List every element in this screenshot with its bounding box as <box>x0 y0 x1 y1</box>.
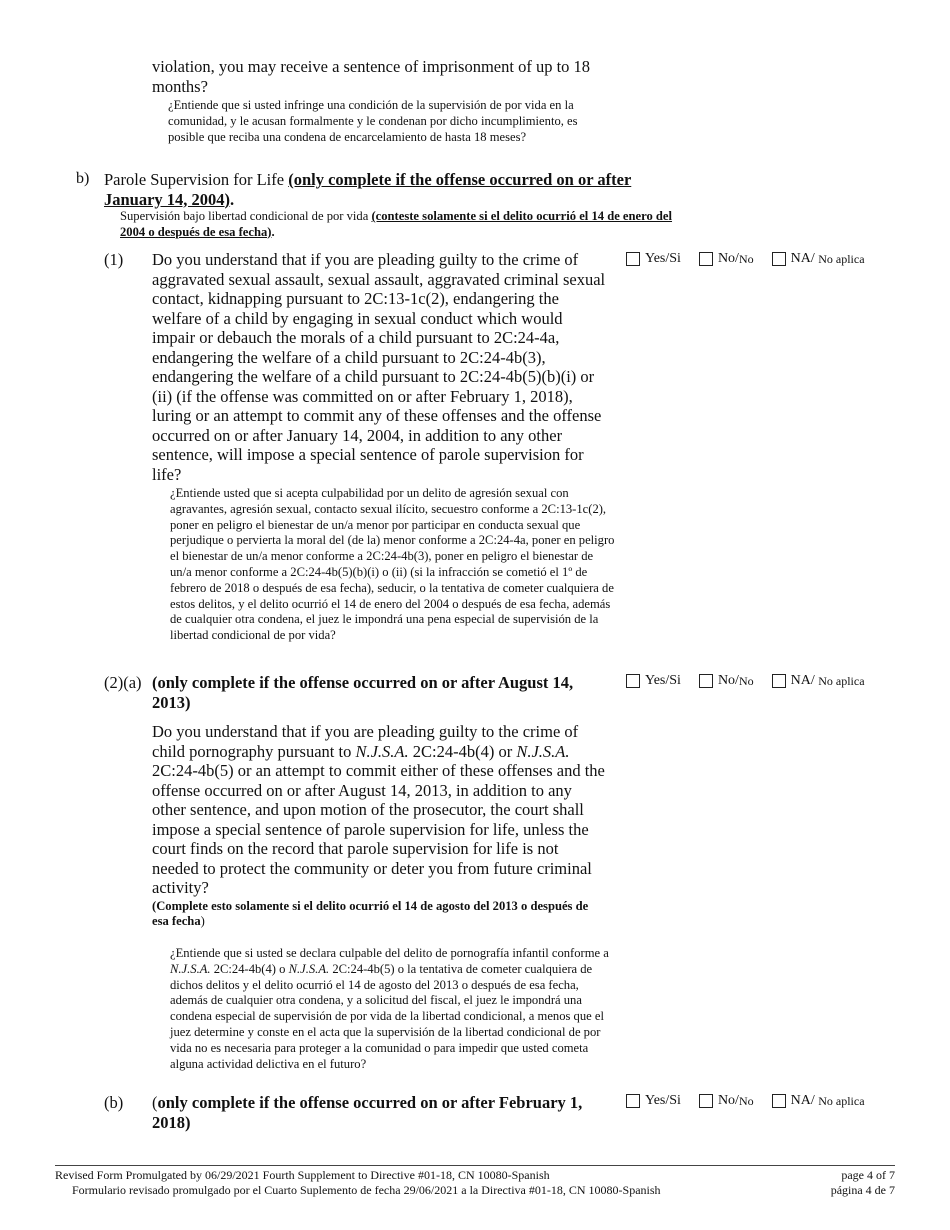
q2b-na-checkbox[interactable] <box>772 1094 786 1108</box>
q2b-heading-bold: only complete if the offense occurred on or after February 1, 2018) <box>152 1093 583 1132</box>
q2a-no-option[interactable] <box>699 673 754 689</box>
q2b-body <box>152 1093 607 1132</box>
q1-na-option[interactable] <box>772 251 865 267</box>
q2b-answer-group <box>626 1093 883 1109</box>
q2b-na-label-small: No aplica <box>818 1093 865 1108</box>
q2a-es-njsa-2: N.J.S.A. <box>288 961 330 976</box>
q1-yes-checkbox[interactable] <box>626 252 640 266</box>
continued-question <box>152 57 612 145</box>
q2a-en-part2: 2C:24-4b(4) or <box>408 741 517 761</box>
footer-left-1: Revised Form Promulgated by 06/29/2021 Fourth Supplement to Directive #01-18, CN 10080-Spanish <box>55 1168 550 1182</box>
q2a-heading: (only complete if the offense occurred on or after August 14, 2013) <box>152 673 574 712</box>
q1-na-label: NA/ <box>790 251 815 266</box>
q1-yes-option[interactable] <box>626 251 681 267</box>
section-b-title-es <box>120 209 690 241</box>
q1-na-checkbox[interactable] <box>772 252 786 266</box>
section-b-title <box>104 170 664 209</box>
q2b-no-checkbox[interactable] <box>699 1094 713 1108</box>
section-b-title-end: . <box>230 189 235 209</box>
page-footer <box>55 1165 895 1197</box>
q2b-na-label: NA/ <box>790 1093 815 1108</box>
q1-text-es: ¿Entiende usted que si acepta culpabilidad por un delito de agresión sexual con agravantes, agresión sexual, contacto sexual ilícito, secuestro conforme a 2C:13-1c(2), poner en peligro el bienestar de un/a menor por participar en conducta sexual que perjudique o pervierta la moral del (de la) menor conforme a 2C:24-4a, poner en peligro el bienestar de un/a menor conforme a 2C:24-4b(3), poner en peligro el bienestar de un/a menor conforme a 2C:24-4b(5)(b)(i) o (ii) (si la infracción se cometió el 1º de febrero de 2018 o después de esa fecha), seducir, o la tentativa de cometer cualquiera de estos delitos, y el delito ocurrió el 14 de enero del 2004 o después de esa fecha, además de cualquier otra condena, el juez le impondrá una pena especial de supervisión de la libertad condicional de por vida? <box>170 486 615 643</box>
q2a-na-option[interactable] <box>772 673 865 689</box>
q2a-es-part2: 2C:24-4b(4) o <box>210 961 289 976</box>
footer-right-2: página 4 de 7 <box>830 1182 895 1197</box>
q2a-number: (2)(a) <box>104 673 142 692</box>
q2a-text-es <box>170 946 610 1072</box>
q2a-es-njsa-1: N.J.S.A. <box>170 961 211 976</box>
q2b-no-label-small: No <box>738 1093 754 1108</box>
section-b-es-end: . <box>271 224 275 239</box>
q2a-no-label-small: No <box>738 673 754 688</box>
q2b-na-option[interactable] <box>772 1093 865 1109</box>
q2a-text-en <box>152 722 607 898</box>
section-b-es-plain: Supervisión bajo libertad condicional de por vida <box>120 209 372 223</box>
section-b-es-bold: (conteste solamente si el delito ocurrió el 14 de enero del 2004 o después de esa fecha) <box>120 209 673 239</box>
q2b-no-option[interactable] <box>699 1093 754 1109</box>
q2b-number: (b) <box>104 1093 124 1112</box>
q1-na-label-small: No aplica <box>818 251 865 266</box>
section-b-marker: b) <box>76 170 90 187</box>
q2b-yes-checkbox[interactable] <box>626 1094 640 1108</box>
q2a-na-label-small: No aplica <box>818 673 865 688</box>
q1-yes-label: Yes/Si <box>645 251 681 266</box>
q2a-yes-label: Yes/Si <box>645 673 681 688</box>
q2a-yes-checkbox[interactable] <box>626 674 640 688</box>
footer-left-2: Formulario revisado promulgado por el Cuarto Suplemento de fecha 29/06/2021 a la Directiva #01-18, CN 10080-Spanish <box>72 1182 661 1197</box>
q2a-en-part1: Do you understand that if you are pleading guilty to the crime of child pornography pursuant to <box>152 722 579 761</box>
q2b-yes-option[interactable] <box>626 1093 681 1109</box>
q2b-heading-paren: ( <box>152 1093 158 1112</box>
q2a-na-checkbox[interactable] <box>772 674 786 688</box>
q1-no-label: No/ <box>717 251 739 266</box>
q2b-heading <box>152 1093 607 1132</box>
q2a-es-heading-end: ) <box>200 914 205 929</box>
q1-text-en: Do you understand that if you are pleading guilty to the crime of aggravated sexual assault, sexual assault, aggravated criminal sexual contact, kidnapping pursuant to 2C:13-1c(2), endangering the welfare of a child by engaging in sexual conduct which would impair or debauch the morals of a child pursuant to 2C:24-4a, endangering the welfare of a child pursuant to 2C:24-4b(3), endangering the welfare of a child pursuant to 2C:24-4b(5)(b)(i) or (ii) (if the offense was committed on or after February 1, 2018), luring or an attempt to commit any of these offenses and the offense occurred on or after January 14, 2004, in addition to any other sentence, will impose a special sentence of parole supervision for life? <box>152 250 606 484</box>
q2a-heading-es <box>152 899 607 931</box>
q2a-na-label: NA/ <box>790 673 815 688</box>
q2a-es-part3: 2C:24-4b(5) o la tentativa de cometer cualquiera de dichos delitos y el delito ocurrió el 14 de agosto del 2013 o después de esa fecha, además de cualquier otra condena, y a solicitud del fiscal, el juez le impondrá una condena especial de supervisión de por vida de la libertad condicional, a menos que el juez determine y conste en el acta que la supervisión de la libertad condicional de por vida no es necesaria para proteger a la comunidad o para impedir que usted cometa alguna actividad delictiva en el futuro? <box>170 961 604 1071</box>
q2a-es-part1: ¿Entiende que si usted se declara culpable del delito de pornografía infantil conforme a <box>170 946 609 961</box>
q2a-es-heading-bold: (Complete esto solamente si el delito ocurrió el 14 de agosto del 2013 o después de esa fecha <box>152 898 589 929</box>
q2a-yes-option[interactable] <box>626 673 681 689</box>
q2a-en-part3: 2C:24-4b(5) or an attempt to commit either of these offenses and the offense occurred on or after August 14, 2013, in addition to any other sentence, and upon motion of the prosecutor, the court shall impose a special sentence of parole supervision for life, unless the court finds on the record that parole supervision for life is not needed to protect the community or deter you from future criminal activity? <box>152 761 605 897</box>
q1-no-option[interactable] <box>699 251 754 267</box>
q2a-no-checkbox[interactable] <box>699 674 713 688</box>
q2a-no-label: No/ <box>717 673 739 688</box>
q1-number: (1) <box>104 250 124 269</box>
q2a-answer-group <box>626 673 883 689</box>
section-b-title-plain: Parole Supervision for Life <box>104 170 289 189</box>
continued-question-es: ¿Entiende que si usted infringe una condición de la supervisión de por vida en la comunidad, y le acusan formalmente y le condenan por dicho incumplimiento, es posible que reciba una condena de encarcelamiento de hasta 18 meses? <box>168 98 578 144</box>
footer-right-1: page 4 of 7 <box>841 1168 895 1182</box>
q1-no-checkbox[interactable] <box>699 252 713 266</box>
q2a-njsa-1: N.J.S.A. <box>355 741 409 761</box>
q2a-body <box>152 673 607 1072</box>
q1-body <box>152 250 615 644</box>
continued-question-en: violation, you may receive a sentence of imprisonment of up to 18 months? <box>152 57 591 96</box>
section-b-title-bold: (only complete if the offense occurred on or after January 14, 2004) <box>104 170 632 209</box>
q1-answer-group <box>626 251 883 267</box>
q1-no-label-small: No <box>738 251 754 266</box>
q2b-no-label: No/ <box>717 1093 739 1108</box>
q2b-yes-label: Yes/Si <box>645 1093 681 1108</box>
q2a-njsa-2: N.J.S.A. <box>516 741 570 761</box>
